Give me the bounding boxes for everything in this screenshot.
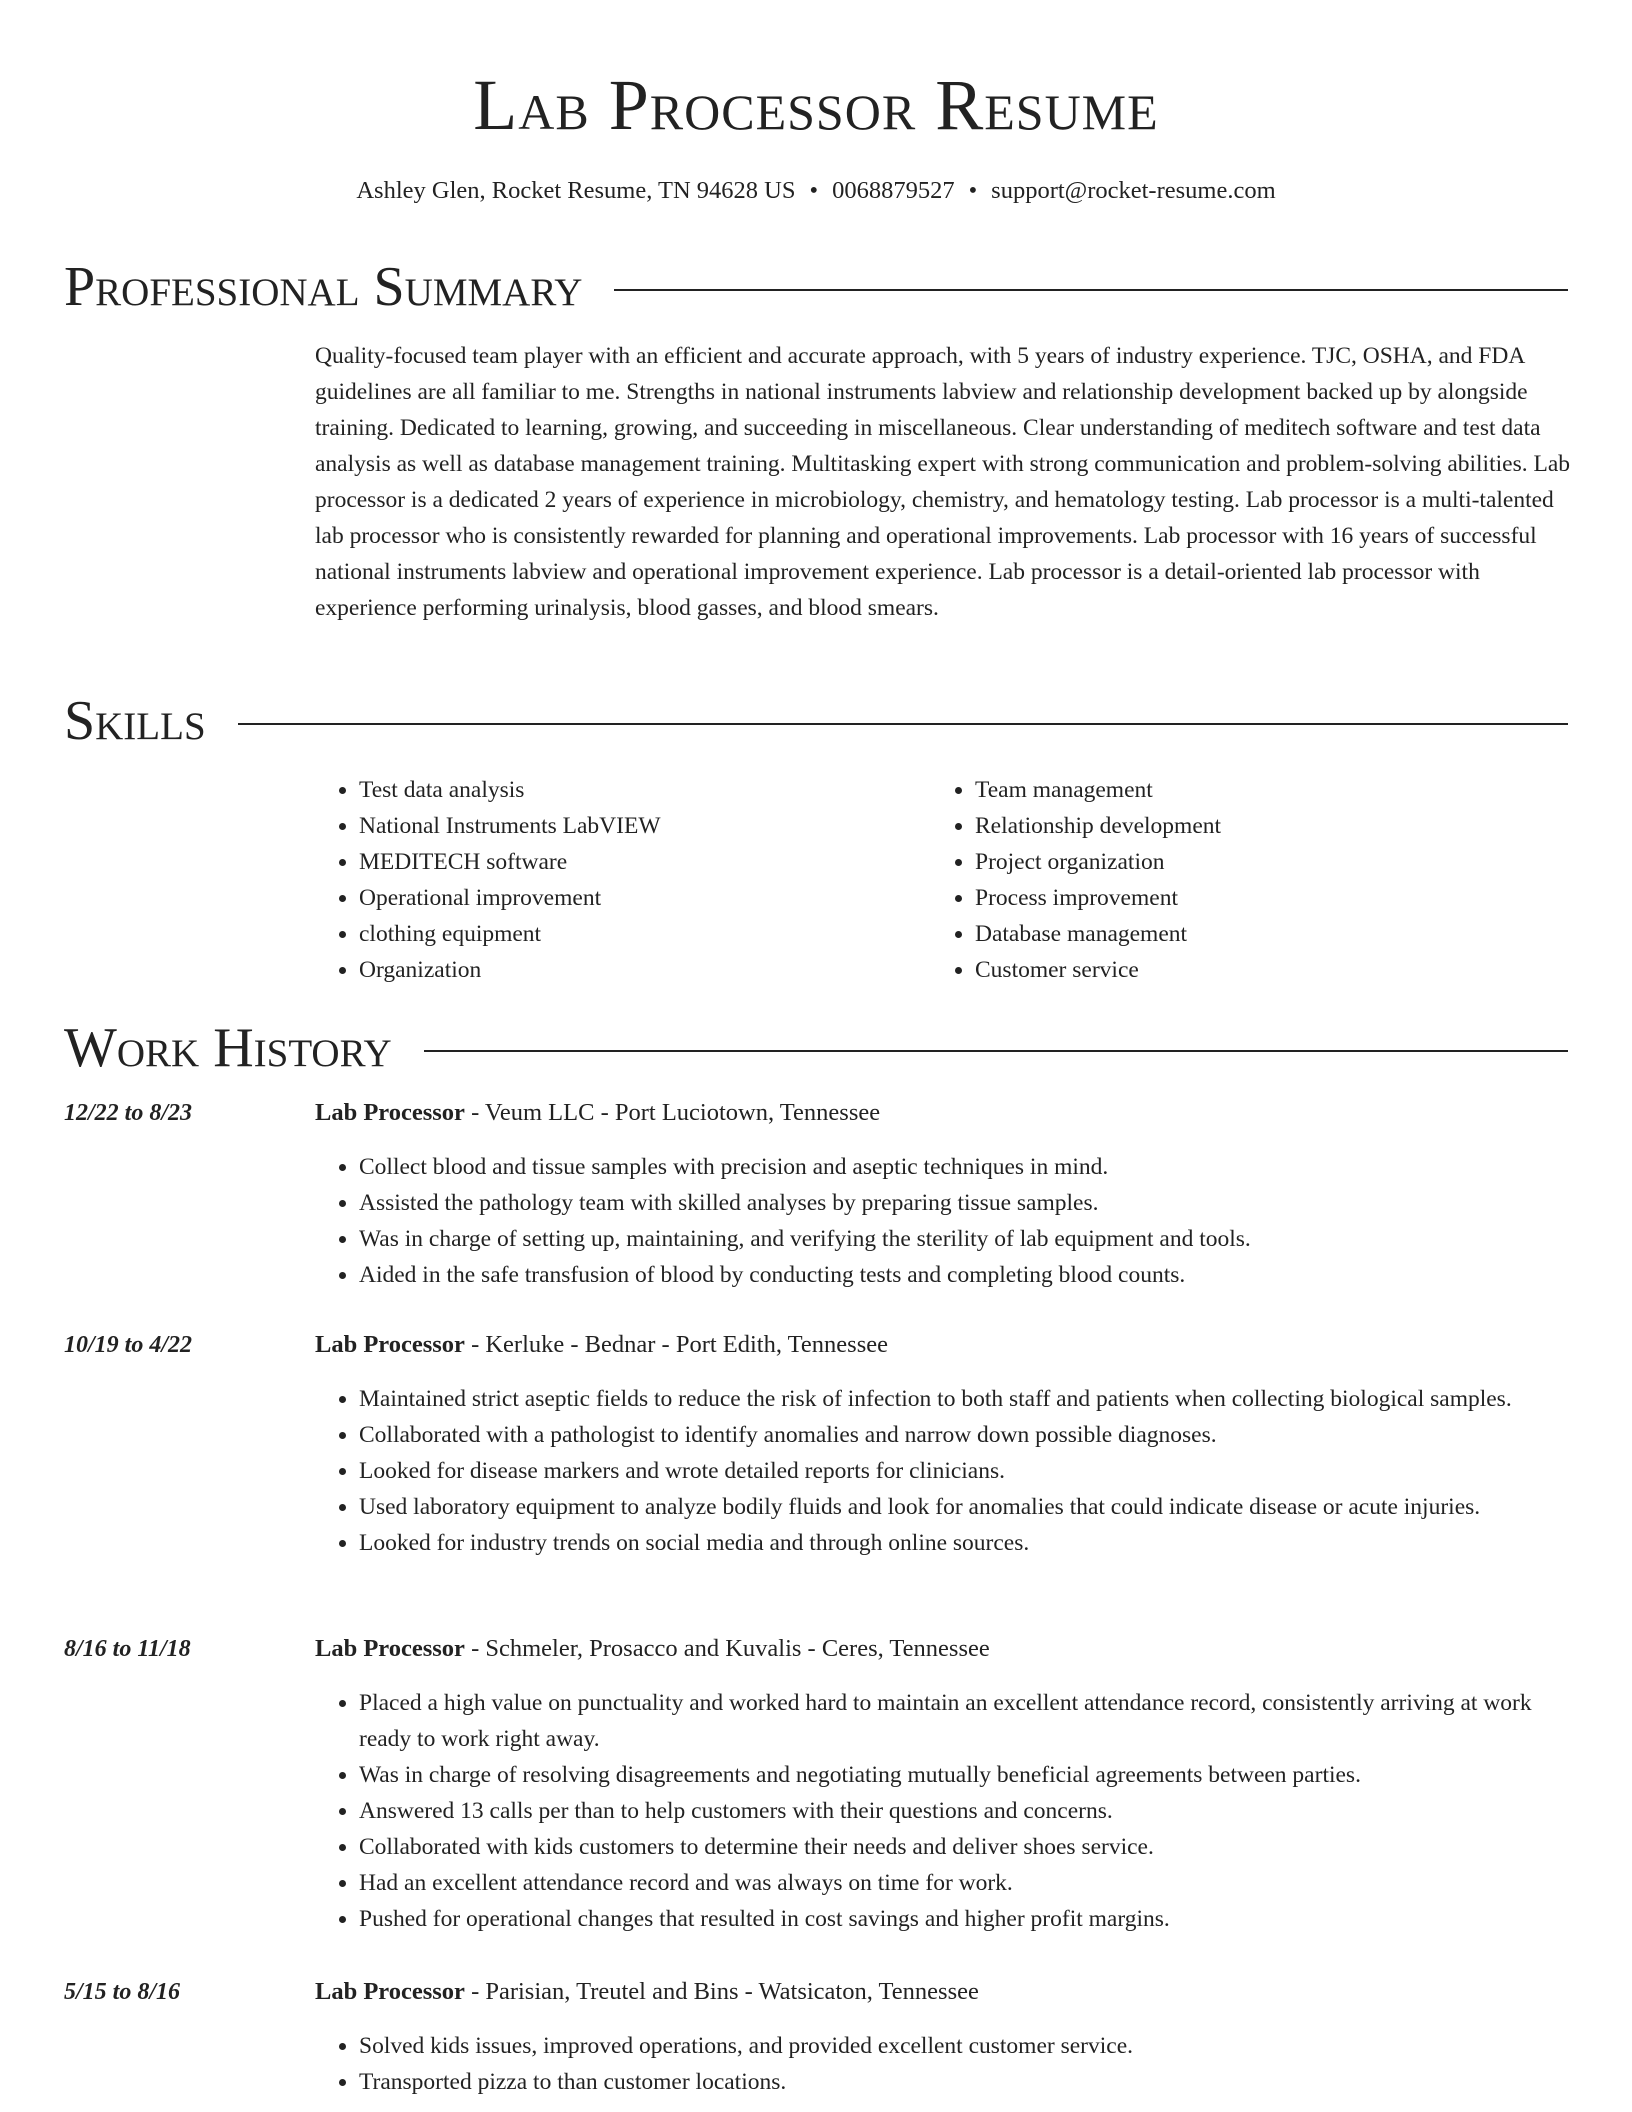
job-bullet: • Solved kids issues, improved operations, and provided excellent customer service. <box>359 2028 1572 2064</box>
skill-item: • MEDITECH software <box>359 844 931 880</box>
skill-item: • Database management <box>975 916 1547 952</box>
skill-item: • clothing equipment <box>359 916 931 952</box>
skill-item: • Test data analysis <box>359 772 931 808</box>
job-bullet: • Used laboratory equipment to analyze bodily fluids and look for anomalies that could indicate disease or acute injuries. <box>359 1489 1572 1525</box>
job-bullet: • Was in charge of setting up, maintaining, and verifying the sterility of lab equipment and tools. <box>359 1221 1572 1257</box>
job-bullet: • Answered 13 calls per than to help customers with their questions and concerns. <box>359 1793 1572 1829</box>
job-dates: 12/22 to 8/23 <box>64 1100 193 1126</box>
contact-separator: • <box>968 177 978 204</box>
job-bullet: • Collect blood and tissue samples with precision and aseptic techniques in mind. <box>359 1149 1572 1185</box>
job-bullets <box>315 1685 1572 1937</box>
job-bullet: • Collaborated with a pathologist to identify anomalies and narrow down possible diagnoses. <box>359 1417 1572 1453</box>
job-heading <box>315 1974 979 2010</box>
job-bullet: • Maintained strict aseptic fields to reduce the risk of infection to both staff and patients when collecting biological samples. <box>359 1381 1572 1417</box>
summary-heading: Professional Summary <box>64 256 583 318</box>
resume-title: Lab Processor Resume <box>473 65 1159 145</box>
skills-section-header <box>64 689 1568 753</box>
job-dates: 8/16 to 11/18 <box>64 1636 191 1662</box>
skill-item: • Project organization <box>975 844 1547 880</box>
skill-item: • National Instruments LabVIEW <box>359 808 931 844</box>
skill-item: • Relationship development <box>975 808 1547 844</box>
skill-item: • Operational improvement <box>359 880 931 916</box>
job-bullets <box>315 1149 1572 1293</box>
skills-heading: Skills <box>64 690 206 752</box>
job-bullet: • Collaborated with kids customers to determine their needs and deliver shoes service. <box>359 1829 1572 1865</box>
job-bullet: • Pushed for operational changes that resulted in cost savings and higher profit margins. <box>359 1901 1572 1937</box>
job-bullet: • Aided in the safe transfusion of blood by conducting tests and completing blood counts. <box>359 1257 1572 1293</box>
skills-list <box>315 772 1572 988</box>
job-heading <box>315 1095 880 1131</box>
job-employer-location: - Veum LLC - Port Luciotown, Tennessee <box>464 1099 881 1126</box>
job-bullet: • Assisted the pathology team with skilled analyses by preparing tissue samples. <box>359 1185 1572 1221</box>
skill-item: • Process improvement <box>975 880 1547 916</box>
job-bullet: • Transported pizza to than customer locations. <box>359 2064 1572 2100</box>
skills-column-left <box>315 772 931 988</box>
section-divider <box>614 289 1568 291</box>
job-bullet: • Looked for industry trends on social media and through online sources. <box>359 1525 1572 1561</box>
contact-email[interactable]: support@rocket-resume.com <box>991 177 1276 204</box>
contact-separator: • <box>809 177 819 204</box>
work-section-header <box>64 1016 1568 1080</box>
job-bullets <box>315 2028 1572 2100</box>
section-divider <box>424 1050 1568 1052</box>
work-heading: Work History <box>64 1017 392 1079</box>
job-title: Lab Processor <box>315 1978 465 2005</box>
job-bullet: • Placed a high value on punctuality and worked hard to maintain an excellent attendance record, consistently arriving at work ready to work right away. <box>359 1685 1572 1757</box>
job-bullet: • Was in charge of resolving disagreements and negotiating mutually beneficial agreements between parties. <box>359 1757 1572 1793</box>
job-employer-location: - Schmeler, Prosacco and Kuvalis - Ceres, Tennessee <box>464 1635 990 1662</box>
contact-address: Ashley Glen, Rocket Resume, TN 94628 US <box>356 177 796 204</box>
section-divider <box>238 723 1568 725</box>
job-title: Lab Processor <box>315 1635 465 1662</box>
summary-section-header <box>64 255 1568 319</box>
skill-item: • Customer service <box>975 952 1547 988</box>
job-heading <box>315 1327 888 1363</box>
contact-phone: 0068879527 <box>832 177 955 204</box>
skill-item: • Team management <box>975 772 1547 808</box>
job-bullets <box>315 1381 1572 1561</box>
job-employer-location: - Parisian, Treutel and Bins - Watsicaton, Tennessee <box>464 1978 979 2005</box>
job-title: Lab Processor <box>315 1331 465 1358</box>
job-dates: 5/15 to 8/16 <box>64 1979 181 2005</box>
skills-column-right <box>931 772 1547 988</box>
job-bullet: • Had an excellent attendance record and was always on time for work. <box>359 1865 1572 1901</box>
skill-item: • Organization <box>359 952 931 988</box>
job-dates: 10/19 to 4/22 <box>64 1332 193 1358</box>
job-employer-location: - Kerluke - Bednar - Port Edith, Tennessee <box>464 1331 888 1358</box>
contact-line <box>0 174 1632 208</box>
job-heading <box>315 1631 990 1667</box>
summary-text: Quality-focused team player with an efficient and accurate approach, with 5 years of industry experience. TJC, OSHA, and FDA guidelines are all familiar to me. Strengths in national instruments labview and relationship development backed up by alongside training. Dedicated to learning, growing, and succeeding in miscellaneous. Clear understanding of meditech software and test data analysis as well as database management training. Multitasking expert with strong communication and problem-solving abilities. Lab processor is a dedicated 2 years of experience in microbiology, chemistry, and hematology testing. Lab processor is a multi-talented lab processor who is consistently rewarded for planning and operational improvements. Lab processor with 16 years of successful national instruments labview and operational improvement experience. Lab processor is a detail-oriented lab processor with experience performing urinalysis, blood gasses, and blood smears. <box>315 343 1571 621</box>
job-title: Lab Processor <box>315 1099 465 1126</box>
job-bullet: • Looked for disease markers and wrote detailed reports for clinicians. <box>359 1453 1572 1489</box>
